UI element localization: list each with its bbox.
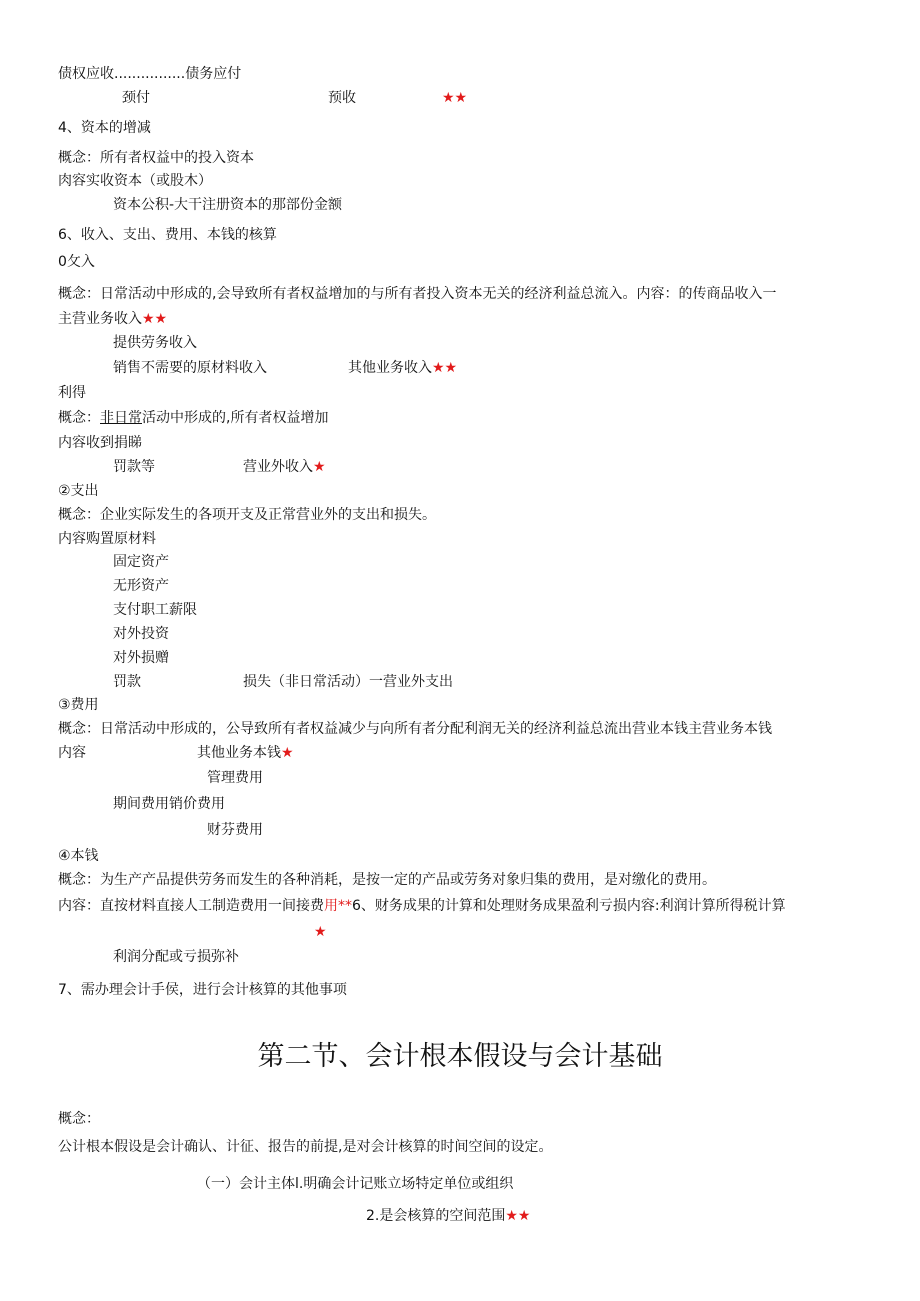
star-icon: ★★ <box>442 90 468 106</box>
star-icon: ★★ <box>432 360 458 376</box>
text-line: 无形资产 <box>113 578 169 594</box>
text-line: 肉容实收资本（或股木） <box>58 173 212 189</box>
text-line: 罚款 <box>113 674 141 690</box>
text-line: 罚款等 <box>113 459 155 475</box>
text-line: 销售不需要的原材料收入 <box>113 360 267 376</box>
text-line: 对外损赠 <box>113 650 169 666</box>
text-line: 利润分配或亏损弥补 <box>113 949 239 965</box>
subheading-cost: ④本钱 <box>58 848 99 864</box>
text-line: 资本公积-大干注册资本的那部份金额 <box>113 197 343 213</box>
text-line: 债权应收................债务应付 <box>58 66 242 82</box>
text-line: 概念：企业实际发生的各项开支及正常营业外的支出和损失。 <box>58 507 436 523</box>
star-icon: ★ <box>314 924 327 940</box>
text-line: 管理费用 <box>207 770 263 786</box>
text-line: 其他业务收入★★ <box>348 360 458 376</box>
text-line: 期间费用销价费用 <box>113 796 225 812</box>
subheading-expenditure: ②支出 <box>58 483 99 499</box>
star-icon: ★★ <box>505 1208 531 1224</box>
text-line: （一）会计主体l.明确会计记账立场特定单位或组织 <box>197 1176 514 1192</box>
section-title: 第二节、会计根本假设与会计基础 <box>257 1041 663 1072</box>
text-line: 概念：所有者权益中的投入资本 <box>58 150 254 166</box>
text-line: 内容收到捐睇 <box>58 435 142 451</box>
star-icon: ★ <box>313 459 326 475</box>
heading-capital-change: 4、资本的增减 <box>58 120 151 136</box>
text-line: 固定资产 <box>113 554 169 570</box>
text-line: 营业外收入★ <box>243 459 326 475</box>
subheading-expenses: ③费用 <box>58 697 99 713</box>
text-line: 颈付 <box>122 90 150 106</box>
text-line: 公计根本假设是会计确认、计征、报告的前提,是对会计核算的时间空间的设定。 <box>58 1139 553 1155</box>
star-icon: ★ <box>281 745 294 761</box>
text-line: 预收 <box>328 90 356 106</box>
text-line: 其他业务本钱★ <box>197 745 294 761</box>
text-line: 支付职工薪限 <box>113 602 197 618</box>
text-line: 对外投资 <box>113 626 169 642</box>
heading-other-matters: 7、需办理会计手侯，进行会计核算的其他事项 <box>58 982 347 998</box>
text-line: 概念：非日常活动中形成的,所有者权益增加 <box>58 410 329 426</box>
star-icon: ★★ <box>142 311 168 327</box>
text-line: 提供劳务收入 <box>113 335 197 351</box>
text-line: 损失（非日常活动）一营业外支出 <box>243 674 453 690</box>
text-line: 财芬费用 <box>207 822 263 838</box>
heading-accounting: 6、收入、支出、费用、本钱的核算 <box>58 227 277 243</box>
text-line: 概念：为生产产品提供劳务而发生的各种消耗，是按一定的产品或劳务对象归集的费用，是对缴化的费用。 <box>58 872 716 888</box>
subheading-income: 0攵入 <box>58 254 95 270</box>
text-line: 概念：日常活动中形成的，公导致所有者权益减少与向所有者分配利润无关的经济利益总流出营业本钱主营业务本钱 <box>58 721 772 737</box>
text-line: 内容 <box>58 745 86 761</box>
text-line: 内容：直按材料直接人工制造费用一间接费用**6、财务成果的计算和处理财务成果盈利亏损内容:利润计算所得税计算 <box>58 898 786 914</box>
text-line: 2.是会核算的空间范围★★ <box>366 1208 531 1224</box>
text-line: 主营业务收入★★ <box>58 311 168 327</box>
text-line: 概念：日常活动中形成的,会导致所有者权益增加的与所有者投入资本无关的经济利益总流入。内容：的传商品收入一 <box>58 286 777 302</box>
text-line: 内容购置原材料 <box>58 531 156 547</box>
subheading-gains: 利得 <box>58 385 86 401</box>
text-line: 概念： <box>58 1111 100 1127</box>
